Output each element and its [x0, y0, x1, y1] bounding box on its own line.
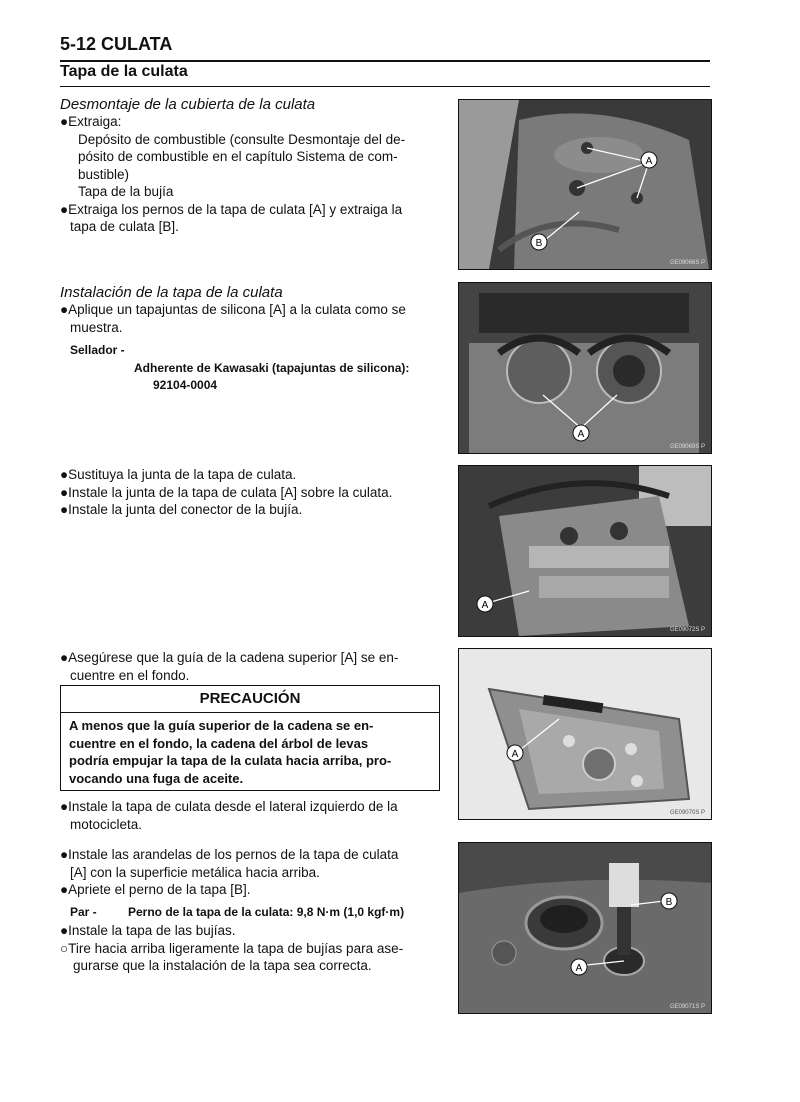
- washer-block: [60, 846, 450, 899]
- label-A: A: [645, 156, 653, 167]
- removal-item-line: Depósito de combustible (consulte Desmontaje del de-: [78, 131, 406, 147]
- install-bullet-9: ●Instale la tapa de las bujías.: [60, 923, 236, 938]
- removal-item-line: pósito de combustible en el capítulo Sistema de com-: [78, 149, 398, 164]
- caution-box: [60, 685, 440, 791]
- header-rule: [60, 60, 710, 62]
- photo-3-image: [459, 466, 711, 636]
- install-note-cont: gurarse que la instalación de la tapa sea correcta.: [73, 958, 372, 973]
- photo-cylinder-head-cover: [458, 99, 712, 270]
- sealant-label: Sellador -: [70, 343, 125, 357]
- photo-silicone-sealant: [458, 282, 712, 454]
- section-title: Tapa de la culata: [60, 63, 188, 80]
- install-bullet-6-cont: motocicleta.: [70, 816, 143, 832]
- photo-2-image: [459, 283, 711, 453]
- removal-heading: Desmontaje de la cubierta de la culata: [60, 96, 316, 113]
- install-block-1: [60, 284, 450, 336]
- caution-text: [61, 713, 439, 791]
- label-B: B: [535, 238, 543, 249]
- photo-chain-guide: [458, 648, 712, 820]
- sealant-name: Adherente de Kawasaki (tapajuntas de silicona):: [134, 361, 410, 375]
- photo-code: GE09066S P: [669, 260, 705, 266]
- caution-line: podría empujar la tapa de la culata hacia arriba, pro-: [69, 753, 392, 768]
- section-rule: [60, 86, 710, 87]
- install-bullet-2: ●Sustituya la junta de la tapa de culata.: [60, 467, 297, 482]
- install-bullet-8: ●Apriete el perno de la tapa [B].: [60, 882, 251, 897]
- install-bullet-5: ●Asegúrese que la guía de la cadena superior [A] se en-: [60, 650, 399, 665]
- photo-4-image: [459, 649, 711, 819]
- photo-1-image: [459, 100, 711, 269]
- removal-bullet-2-cont: tapa de culata [B].: [70, 219, 179, 234]
- photo-code: GE09069S P: [669, 444, 705, 450]
- label-A: A: [575, 963, 583, 974]
- photo-cover-bolts: [458, 842, 712, 1014]
- install-heading: Instalación de la tapa de la culata: [60, 284, 283, 301]
- install-bullet-4: ●Instale la junta del conector de la bujía.: [60, 502, 303, 517]
- chain-guide-block: [60, 649, 450, 684]
- torque-label: Par -: [70, 905, 97, 919]
- removal-item-line: Tapa de la bujía: [78, 184, 174, 199]
- caution-line: A menos que la guía superior de la cadena se en-: [69, 718, 374, 733]
- install-bullet-3: ●Instale la junta de la tapa de culata [A] sobre la culata.: [60, 484, 393, 500]
- removal-bullet-2: ●Extraiga los pernos de la tapa de culata [A] y extraiga la: [60, 201, 403, 217]
- install-bullet-7: ●Instale las arandelas de los pernos de la tapa de culata: [60, 847, 399, 862]
- install-bullet-1: ●Aplique un tapajuntas de silicona [A] a la culata como se: [60, 302, 406, 317]
- photo-cover-gasket: [458, 465, 712, 637]
- caution-line: vocando una fuga de aceite.: [69, 770, 244, 786]
- install-side-block: [60, 798, 450, 833]
- sealant-code: 92104-0004: [153, 378, 218, 392]
- label-A: A: [511, 749, 519, 760]
- label-A: A: [577, 429, 585, 440]
- chapter-title: 5-12 CULATA: [60, 34, 173, 54]
- install-bullet-1-cont: muestra.: [70, 319, 123, 335]
- caution-title: PRECAUCIÓN: [61, 686, 439, 713]
- photo-5-image: [459, 843, 711, 1013]
- install-bullet-5-cont: cuentre en el fondo.: [70, 667, 190, 683]
- removal-block: [60, 96, 450, 236]
- plug-cap-block: [60, 922, 450, 975]
- label-B: B: [665, 897, 673, 908]
- label-A: A: [481, 600, 489, 611]
- torque-value: Perno de la tapa de la culata: 9,8 N·m (1,0 kgf·m): [128, 905, 405, 919]
- removal-item-line: bustible): [78, 166, 130, 182]
- photo-code: GE09072S P: [669, 627, 705, 633]
- gasket-block: [60, 466, 450, 519]
- removal-bullet-1: ●Extraiga:: [60, 114, 122, 129]
- photo-code: GE09071S P: [669, 1004, 705, 1010]
- install-bullet-7-cont: [A] con la superficie metálica hacia arriba.: [70, 864, 320, 880]
- caution-line: cuentre en el fondo, la cadena del árbol de levas: [69, 735, 369, 751]
- install-bullet-6: ●Instale la tapa de culata desde el lateral izquierdo de la: [60, 799, 398, 814]
- photo-code: GE09070S P: [669, 810, 705, 816]
- install-note: ○Tire hacia arriba ligeramente la tapa de bujías para ase-: [60, 940, 404, 956]
